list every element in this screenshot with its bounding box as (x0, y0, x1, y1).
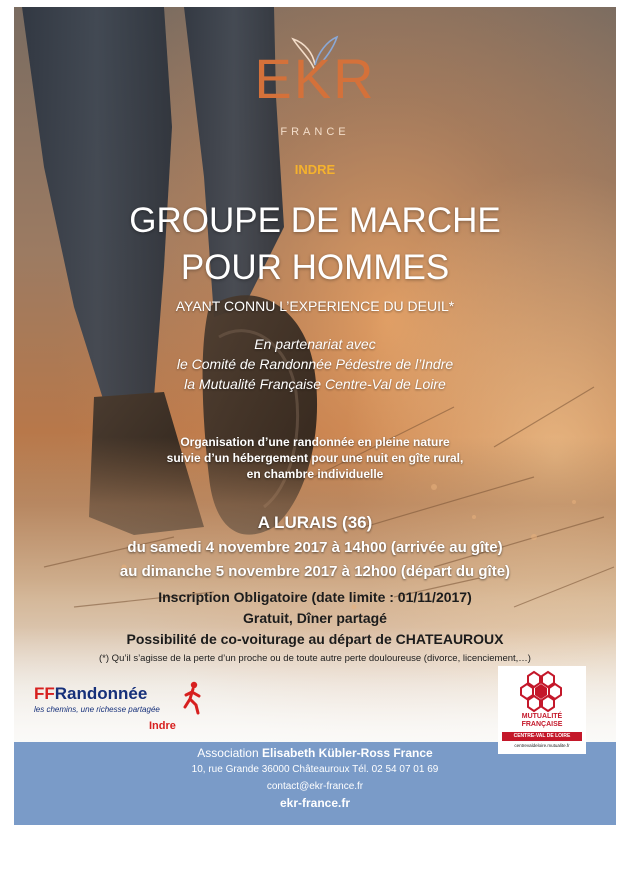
mutualite-url: centrevaldeloire.mutualite.fr (514, 743, 570, 748)
title-line-1: GROUPE DE MARCHE (129, 201, 501, 240)
program-line-1: Organisation d’une randonnée en pleine nature (180, 435, 450, 449)
ffr-wordmark (34, 683, 147, 705)
ffr-region: Indre (149, 720, 176, 732)
footer-association (14, 745, 616, 761)
event-start: du samedi 4 novembre 2017 à 14h00 (arrivée au gîte) (127, 539, 503, 556)
region-label: INDRE (294, 162, 336, 177)
registration-info: Inscription Obligatoire (date limite : 01/11/2017) (158, 589, 472, 605)
footer-website[interactable]: ekr-france.fr (279, 796, 351, 810)
event-end: au dimanche 5 novembre 2017 à 12h00 (départ du gîte) (119, 563, 511, 580)
mutualite-logo (498, 666, 586, 754)
hexagon-cluster-icon (498, 668, 586, 714)
program-line-3: en chambre individuelle (246, 467, 384, 481)
price-info: Gratuit, Dîner partagé (243, 610, 387, 626)
mutualite-name (502, 713, 582, 729)
poster-title (14, 197, 616, 291)
ffr-name: Randonnée (54, 684, 148, 703)
assoc-prefix: Association (197, 746, 262, 760)
mutualite-region-band: CENTRE-VAL DE LOIRE (502, 732, 582, 741)
poster (14, 7, 616, 825)
partners-line-2: le Comité de Randonnée Pédestre de l’Indre (176, 356, 454, 372)
practical-infos (14, 587, 616, 666)
footnote: (*) Qu’il s’agisse de la perte d’un proche ou de toute autre perte douloureuse (divorce, licenciement,…) (99, 653, 531, 664)
mutualite-line-1: MUTUALITÉ (521, 713, 563, 720)
partners-line-1: En partenariat avec (254, 336, 376, 352)
title-line-2: POUR HOMMES (180, 248, 450, 287)
event-details (14, 510, 616, 584)
assoc-name: Elisabeth Kübler-Ross France (261, 746, 433, 760)
ffrandonnee-logo (34, 683, 204, 741)
event-place: A LURAIS (36) (257, 513, 373, 532)
footer-email[interactable]: contact@ekr-france.fr (266, 781, 364, 792)
poster-subtitle: AYANT CONNU L’EXPERIENCE DU DEUIL* (175, 298, 455, 314)
partners-block (14, 334, 616, 394)
hiker-icon (182, 681, 204, 715)
logo-wordmark: EKR (254, 47, 376, 110)
logo-country: FRANCE (280, 126, 350, 138)
partners-line-3: la Mutualité Française Centre-Val de Loire (184, 376, 446, 392)
program-line-2: suivie d’un hébergement pour une nuit en gîte rural, (166, 451, 464, 465)
footer (14, 745, 616, 825)
mutualite-line-2: FRANÇAISE (521, 721, 563, 728)
ffr-slogan: les chemins, une richesse partagée (34, 705, 160, 714)
program-block (14, 434, 616, 482)
footer-address: 10, rue Grande 36000 Châteauroux Tél. 02 54 07 01 69 (191, 764, 439, 775)
ffr-prefix: FF (34, 684, 55, 703)
carpool-info: Possibilité de co-voiturage au départ de CHATEAUROUX (126, 631, 504, 647)
